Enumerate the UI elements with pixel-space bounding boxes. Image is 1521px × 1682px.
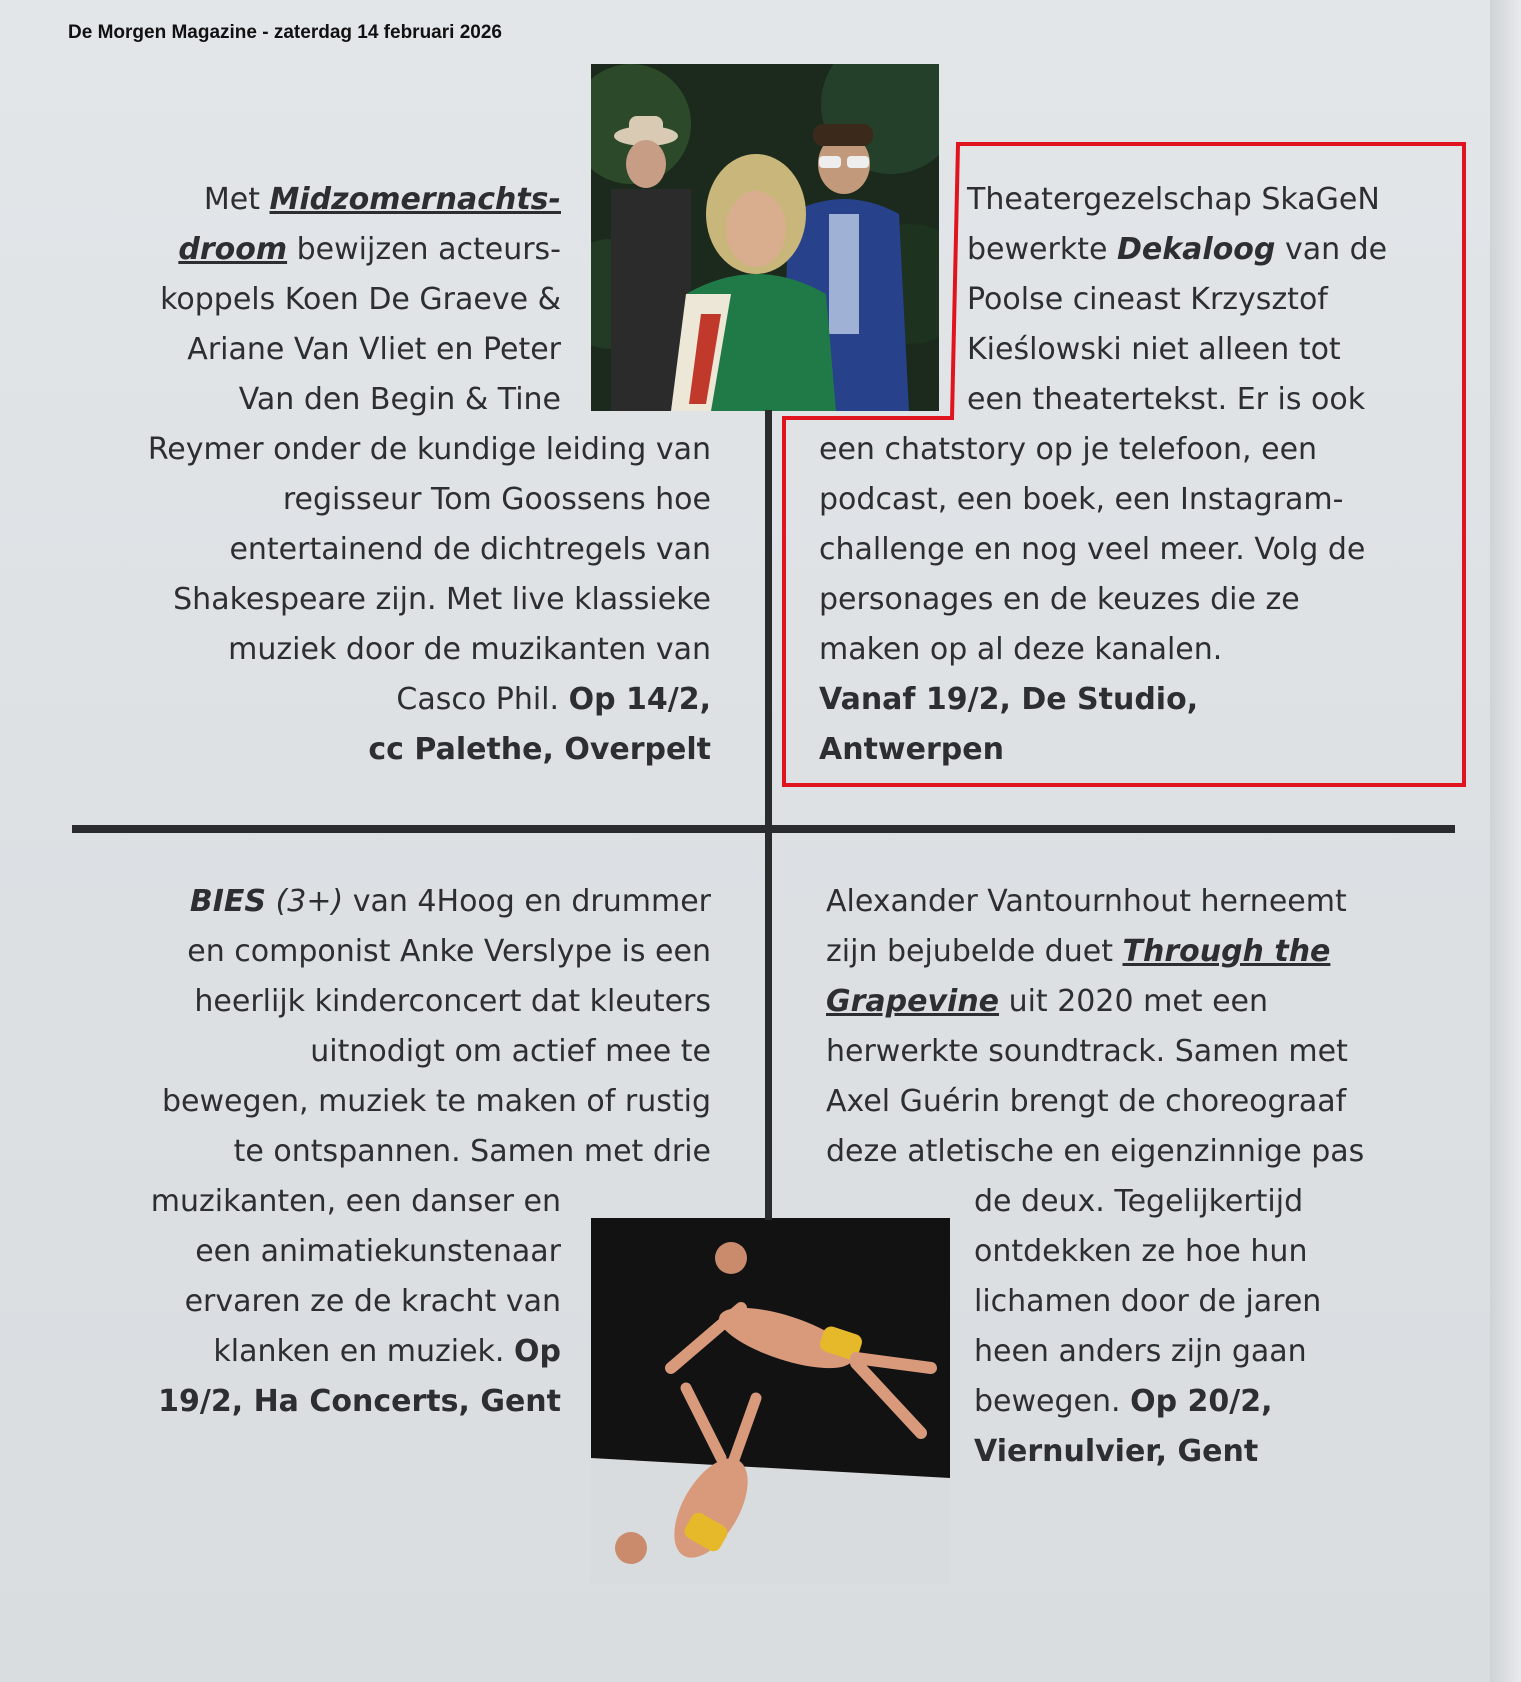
text-line bbox=[826, 1127, 1426, 1177]
text-line bbox=[826, 1227, 1426, 1277]
text-line bbox=[90, 425, 711, 475]
text-run: de deux. Tegelijkertijd bbox=[974, 1184, 1304, 1219]
text-line bbox=[826, 927, 1426, 977]
production-title: Dekaloog bbox=[1116, 232, 1276, 267]
production-title: droom bbox=[178, 232, 288, 267]
text-line bbox=[826, 1327, 1426, 1377]
text-run: podcast, een boek, een Instagram- bbox=[819, 482, 1344, 517]
text-line bbox=[819, 675, 1439, 725]
text-run: maken op al deze kanalen. bbox=[819, 632, 1223, 667]
text-line bbox=[826, 877, 1426, 927]
text-line bbox=[826, 1027, 1426, 1077]
text-line bbox=[90, 877, 711, 927]
text-line bbox=[826, 977, 1426, 1027]
text-run: uitnodigt om actief mee te bbox=[310, 1034, 711, 1069]
text-run: heen anders zijn gaan bbox=[974, 1334, 1307, 1369]
event-info: Op bbox=[514, 1334, 561, 1369]
text-run: Reymer onder de kundige leiding van bbox=[147, 432, 711, 467]
text-run: ervaren ze de kracht van bbox=[184, 1284, 561, 1319]
text-line bbox=[90, 325, 711, 375]
text-run: Van den Begin & Tine bbox=[238, 382, 561, 417]
text-line bbox=[819, 475, 1439, 525]
text-line bbox=[819, 625, 1439, 675]
text-line bbox=[826, 1277, 1426, 1327]
text-line bbox=[90, 1227, 711, 1277]
text-run: uit 2020 met een bbox=[999, 984, 1269, 1019]
production-title: Midzomernachts- bbox=[269, 182, 561, 217]
text-line bbox=[90, 275, 711, 325]
text-run: Kieślowski niet alleen tot bbox=[967, 332, 1341, 367]
page-edge bbox=[1490, 0, 1521, 1682]
text-line bbox=[90, 1377, 711, 1427]
article-through-the-grapevine bbox=[826, 877, 1426, 1477]
text-run: van de bbox=[1275, 232, 1388, 267]
text-run: herwerkte soundtrack. Samen met bbox=[826, 1034, 1348, 1069]
column-divider bbox=[765, 410, 772, 1220]
event-info: Antwerpen bbox=[819, 732, 1004, 767]
text-run: heerlijk kinderconcert dat kleuters bbox=[194, 984, 711, 1019]
event-info: 19/2, Ha Concerts, Gent bbox=[158, 1384, 561, 1419]
text-run: te ontspannen. Samen met drie bbox=[233, 1134, 711, 1169]
text-run: een chatstory op je telefoon, een bbox=[819, 432, 1318, 467]
text-line bbox=[819, 375, 1439, 425]
text-run: Shakespeare zijn. Met live klassieke bbox=[173, 582, 711, 617]
production-title: Through the bbox=[1122, 934, 1331, 969]
text-run: Met bbox=[203, 182, 270, 217]
text-line bbox=[826, 1177, 1426, 1227]
text-line bbox=[90, 525, 711, 575]
text-run: personages en de keuzes die ze bbox=[819, 582, 1300, 617]
text-line bbox=[90, 725, 711, 775]
text-run: entertainend de dichtregels van bbox=[229, 532, 711, 567]
text-run: Alexander Vantournhout herneemt bbox=[826, 884, 1347, 919]
text-run: Ariane Van Vliet en Peter bbox=[187, 332, 561, 367]
text-line bbox=[90, 1177, 711, 1227]
text-run: zijn bejubelde duet bbox=[826, 934, 1123, 969]
text-run: Axel Guérin brengt de choreograaf bbox=[826, 1084, 1347, 1119]
text-line bbox=[819, 425, 1439, 475]
text-run: regisseur Tom Goossens hoe bbox=[282, 482, 711, 517]
text-line bbox=[90, 575, 711, 625]
text-run: ontdekken ze hoe hun bbox=[974, 1234, 1308, 1269]
text-line bbox=[90, 927, 711, 977]
article-bies bbox=[90, 877, 711, 1427]
text-line bbox=[819, 275, 1439, 325]
text-run: deze atletische en eigenzinnige pas bbox=[826, 1134, 1365, 1169]
production-title: Grapevine bbox=[826, 984, 1000, 1019]
text-run: bewegen, muziek te maken of rustig bbox=[161, 1084, 711, 1119]
text-run: koppels Koen De Graeve & bbox=[160, 282, 561, 317]
text-line bbox=[819, 575, 1439, 625]
text-line bbox=[819, 325, 1439, 375]
text-line bbox=[90, 625, 711, 675]
article-midzomernachtsdroom bbox=[90, 175, 711, 775]
text-line bbox=[90, 475, 711, 525]
text-line bbox=[90, 175, 711, 225]
text-run: muziek door de muzikanten van bbox=[228, 632, 711, 667]
text-line bbox=[90, 1277, 711, 1327]
text-line bbox=[90, 1127, 711, 1177]
text-line bbox=[819, 725, 1439, 775]
text-line bbox=[90, 675, 711, 725]
text-run: muzikanten, een danser en bbox=[150, 1184, 561, 1219]
text-run: en componist Anke Verslype is een bbox=[187, 934, 711, 969]
text-line bbox=[90, 1077, 711, 1127]
source-caption: De Morgen Magazine - zaterdag 14 februari 2026 bbox=[68, 22, 502, 43]
text-run: bewegen. bbox=[974, 1384, 1131, 1419]
text-line bbox=[826, 1077, 1426, 1127]
text-run: klanken en muziek. bbox=[213, 1334, 515, 1369]
text-run: bewijzen acteurs- bbox=[287, 232, 561, 267]
article-dekaloog bbox=[819, 175, 1439, 775]
event-info: cc Palethe, Overpelt bbox=[368, 732, 711, 767]
text-run: Poolse cineast Krzysztof bbox=[967, 282, 1328, 317]
text-line bbox=[90, 225, 711, 275]
text-line bbox=[819, 175, 1439, 225]
event-info: Op 14/2, bbox=[568, 682, 711, 717]
text-line bbox=[90, 375, 711, 425]
text-line bbox=[826, 1377, 1426, 1427]
text-run: van 4Hoog en drummer bbox=[343, 884, 711, 919]
event-info: Viernulvier, Gent bbox=[974, 1434, 1259, 1469]
event-info: Op 20/2, bbox=[1130, 1384, 1273, 1419]
row-divider bbox=[72, 825, 1455, 833]
production-title: BIES bbox=[189, 884, 267, 919]
text-line bbox=[90, 977, 711, 1027]
text-run: Casco Phil. bbox=[396, 682, 569, 717]
event-info: Vanaf 19/2, De Studio, bbox=[819, 682, 1199, 717]
text-line bbox=[90, 1027, 711, 1077]
text-run: bewerkte bbox=[967, 232, 1117, 267]
text-line bbox=[819, 225, 1439, 275]
text-run: Theatergezelschap SkaGeN bbox=[967, 182, 1380, 217]
text-run: challenge en nog veel meer. Volg de bbox=[819, 532, 1366, 567]
text-line bbox=[826, 1427, 1426, 1477]
text-run: een animatiekunstenaar bbox=[195, 1234, 561, 1269]
text-line bbox=[819, 525, 1439, 575]
text-run: een theatertekst. Er is ook bbox=[967, 382, 1366, 417]
text-line bbox=[90, 1327, 711, 1377]
text-run: lichamen door de jaren bbox=[974, 1284, 1322, 1319]
age-label: (3+) bbox=[266, 884, 344, 919]
